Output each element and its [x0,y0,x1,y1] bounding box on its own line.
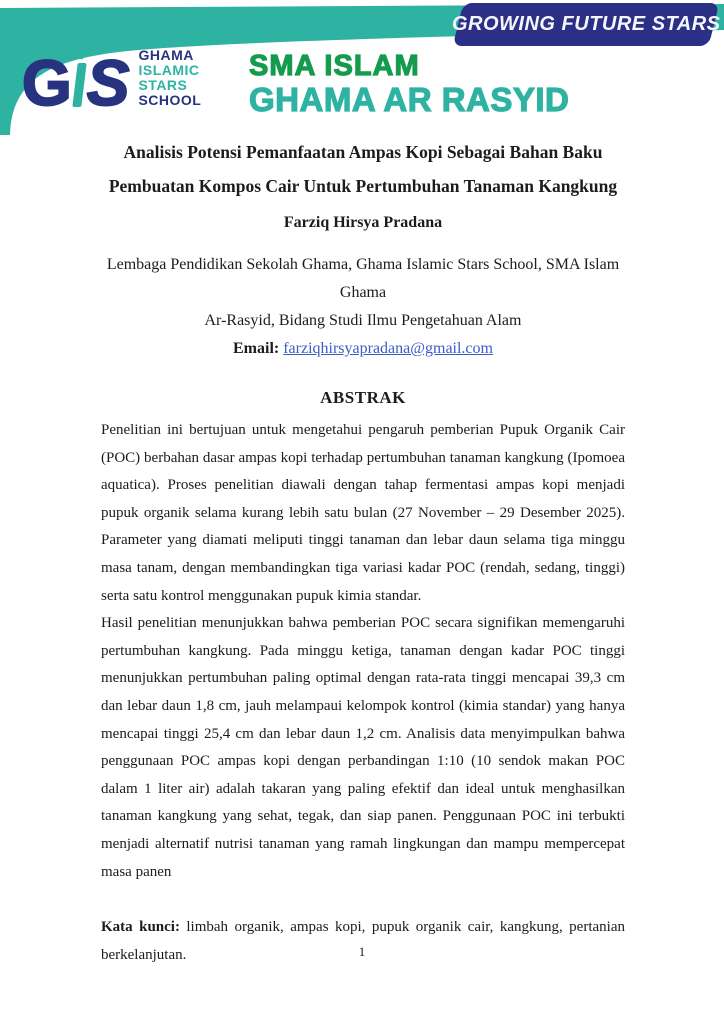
document-body [101,135,625,969]
affiliation-line2: Ar-Rasyid, Bidang Studi Ilmu Pengetahuan Alam [204,312,522,329]
paper-title [101,135,625,203]
page-number: 1 [358,944,366,959]
keywords-text: limbah organik, ampas kopi, pupuk organik cair, kangkung, pertanian berkelanjutan. [101,919,625,963]
affiliation-line1: Lembaga Pendidikan Sekolah Ghama, Ghama Islamic Stars School, SMA Islam Ghama [106,256,620,301]
abstract-paragraph-1: Penelitian ini bertujuan untuk mengetahui pengaruh pemberian Pupuk Organik Cair (POC) berbahan dasar ampas kopi terhadap pertumbuhan tanaman kangkung (Ipomoea aquatica). Proses penelitian diawali dengan tahap fermentasi ampas kopi menjadi pupuk organik selama kurang lebih satu bulan (27 November – 29 Desember 2025). Parameter yang diamati meliputi tinggi tanaman dan lebar daun selama tiga minggu masa tanam, dengan membandingkan tiga variasi kadar POC (rendah, sedang, tinggi) serta satu kontrol menggunakan pupuk kimia standar. [101,422,625,604]
logo-wordmark [138,48,201,108]
abstract-paragraph-2: Hasil penelitian menunjukkan bahwa pemberian POC secara signifikan memengaruhi pertumbuhan kangkung. Pada minggu ketiga, tanaman dengan kadar POC tinggi menunjukkan pertumbuhan paling optimal dengan rata-rata tinggi mencapai 39,3 cm dan lebar daun 1,8 cm, jauh melampaui kelompok kontrol (kimia standar) yang hanya mencapai tinggi 25,4 cm dan lebar daun 1,2 cm. Analisis data menyimpulkan bahwa penggunaan POC ampas kopi dengan perbandingan 1:10 (10 sendok makan POC dalam 1 liter air) adalah takaran yang paling efektif dan ideal untuk menghasilkan tanaman kangkung yang sehat, tegak, dan siap panen. Penggunaan POC ini terbukti menjadi alternatif nutrisi tanaman yang ramah lingkungan dan mampu mempercepat masa panen [101,615,625,880]
keywords-line [101,914,625,969]
paper-title-line1: Analisis Potensi Pemanfaatan Ampas Kopi Sebagai Bahan Baku [123,142,603,162]
brush-spark-icon [78,49,86,59]
logo-letter-g: G [22,47,72,119]
email-label: Email: [233,340,284,357]
motto-banner-text: GROWING FUTURE STARS [451,13,721,35]
author-name: Farziq Hirsya Pradana [283,214,443,231]
logo-word-islamic: ISLAMIC [138,62,200,78]
paper-title-line2: Pembuatan Kompos Cair Untuk Pertumbuhan Tanaman Kangkung [108,176,618,196]
logo-letter-s: S [86,47,130,119]
school-name-line1: SMA ISLAM [249,50,420,82]
gis-monogram [22,47,130,119]
school-logo [22,47,202,119]
logo-word-school: SCHOOL [138,92,202,108]
logo-letter-i [72,63,86,107]
logo-word-ghama: GHAMA [138,47,194,63]
motto-banner [453,3,720,46]
email-link[interactable]: farziqhirsyapradana@gmail.com [283,340,493,357]
affiliation-block [101,251,625,363]
school-name-line2: GHAMA AR RASYID [249,81,570,118]
letterhead [0,0,724,140]
abstract-heading: ABSTRAK [320,388,406,407]
logo-word-stars: STARS [138,77,188,93]
email-line [101,335,625,363]
keywords-label: Kata kunci: [101,919,187,936]
school-name [249,50,569,118]
